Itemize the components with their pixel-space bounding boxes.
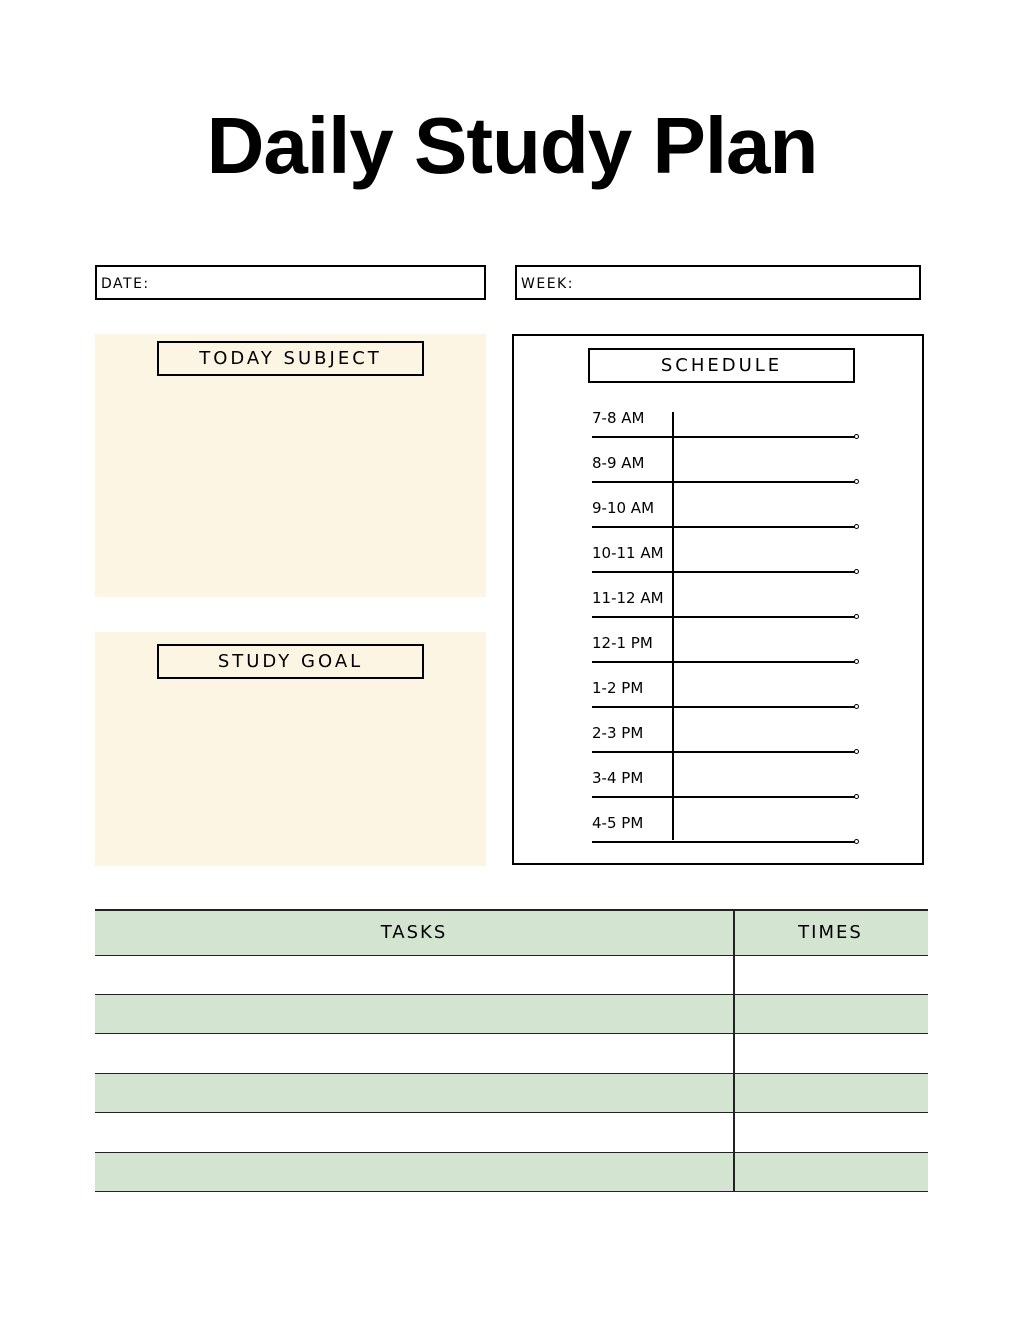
schedule-slot-label: 7-8 AM (592, 409, 645, 427)
schedule-slot-label: 1-2 PM (592, 679, 644, 697)
column-divider (733, 911, 735, 1192)
table-header-row (95, 911, 928, 956)
schedule-slot-label: 11-12 AM (592, 589, 664, 607)
table-row[interactable] (95, 1074, 928, 1113)
table-row[interactable] (95, 995, 928, 1034)
table-row[interactable] (95, 956, 928, 995)
schedule-slot-label: 10-11 AM (592, 544, 664, 562)
schedule-divider (672, 412, 674, 840)
today-subject-heading: TODAY SUBJECT (157, 341, 424, 376)
week-field[interactable] (515, 265, 921, 300)
table-row[interactable] (95, 1113, 928, 1153)
line-end-dot-icon (854, 794, 859, 799)
table-row[interactable] (95, 1034, 928, 1074)
line-end-dot-icon (854, 569, 859, 574)
study-goal-heading: STUDY GOAL (157, 644, 424, 679)
week-label: WEEK: (521, 276, 574, 292)
schedule-slot-line[interactable] (592, 841, 856, 843)
page-title: Daily Study Plan (206, 101, 818, 190)
line-end-dot-icon (854, 434, 859, 439)
schedule-slot-line[interactable] (592, 481, 856, 483)
schedule-slot-line[interactable] (592, 571, 856, 573)
line-end-dot-icon (854, 614, 859, 619)
times-header: TIMES (798, 922, 863, 943)
schedule-slot-label: 9-10 AM (592, 499, 655, 517)
line-end-dot-icon (854, 524, 859, 529)
schedule-slot-label: 12-1 PM (592, 634, 653, 652)
date-field[interactable] (95, 265, 486, 300)
schedule-slot-line[interactable] (592, 436, 856, 438)
schedule-panel (512, 334, 924, 865)
schedule-slot-line[interactable] (592, 616, 856, 618)
line-end-dot-icon (854, 749, 859, 754)
schedule-slot-label: 4-5 PM (592, 814, 644, 832)
schedule-slot-label: 2-3 PM (592, 724, 644, 742)
schedule-heading: SCHEDULE (588, 348, 855, 383)
schedule-slot-line[interactable] (592, 706, 856, 708)
line-end-dot-icon (854, 839, 859, 844)
schedule-slot-line[interactable] (592, 661, 856, 663)
line-end-dot-icon (854, 659, 859, 664)
line-end-dot-icon (854, 479, 859, 484)
schedule-slot-line[interactable] (592, 796, 856, 798)
line-end-dot-icon (854, 704, 859, 709)
schedule-slot-label: 8-9 AM (592, 454, 645, 472)
schedule-slot-line[interactable] (592, 751, 856, 753)
tasks-header: TASKS (380, 922, 448, 943)
table-row[interactable] (95, 1153, 928, 1192)
schedule-slot-line[interactable] (592, 526, 856, 528)
schedule-slot-label: 3-4 PM (592, 769, 644, 787)
date-label: DATE: (101, 276, 150, 292)
